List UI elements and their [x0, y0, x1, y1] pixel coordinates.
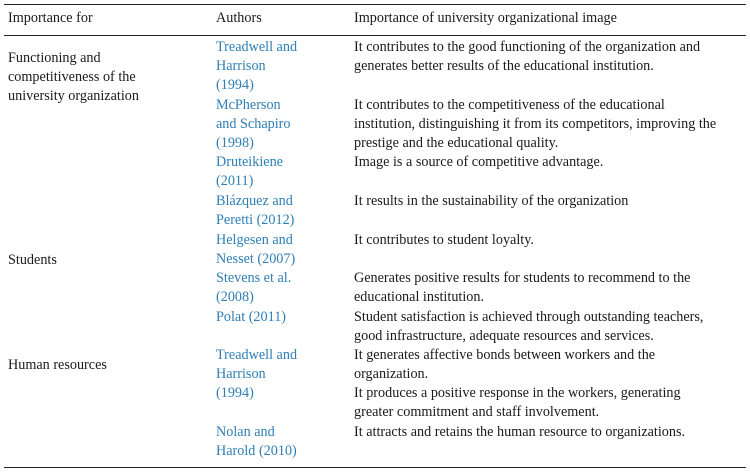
author-citation-link[interactable]: Nolan and [216, 424, 275, 440]
header-authors: Authors [216, 10, 262, 26]
author-citation-link[interactable]: (1998) [216, 135, 254, 151]
group-label-functioning: university organization [8, 88, 139, 104]
header-importance-image: Importance of university organizational image [354, 10, 617, 26]
header-importance-for: Importance for [8, 10, 93, 26]
importance-text: It attracts and retains the human resource to organizations. [354, 424, 686, 440]
author-citation-link[interactable]: and Schapiro [216, 116, 291, 132]
author-citation-link[interactable]: Treadwell and [216, 347, 298, 363]
table-top-rule [4, 4, 746, 5]
importance-text: It contributes to the good functioning of the organization and [354, 39, 701, 55]
importance-text: It produces a positive response in the workers, generating [354, 385, 681, 401]
importance-text: It contributes to the competitiveness of the educational [354, 97, 665, 113]
author-citation-link[interactable]: Nesset (2007) [216, 251, 296, 267]
author-citation-link[interactable]: Druteikiene [216, 154, 283, 170]
author-citation-link[interactable]: McPherson [216, 97, 281, 113]
author-citation-link[interactable]: Harrison [216, 366, 266, 382]
importance-text: good infrastructure, adequate resources and services. [354, 328, 654, 344]
author-citation-link[interactable]: Harrison [216, 58, 266, 74]
importance-text: organization. [354, 366, 429, 382]
importance-text: generates better results of the educational institution. [354, 58, 654, 74]
importance-text: It results in the sustainability of the organization [354, 193, 629, 209]
author-citation-link[interactable]: Polat (2011) [216, 309, 287, 325]
table-header-rule [4, 35, 746, 36]
author-citation-link[interactable]: Helgesen and [216, 232, 293, 248]
group-label-students: Students [8, 252, 57, 268]
group-label-human-resources: Human resources [8, 357, 107, 373]
author-citation-link[interactable]: (2011) [216, 173, 254, 189]
importance-text: Generates positive results for students to recommend to the [354, 270, 691, 286]
table-bottom-rule [4, 467, 746, 468]
author-citation-link[interactable]: (1994) [216, 385, 254, 401]
importance-text: educational institution. [354, 289, 485, 305]
importance-text: institution, distinguishing it from its competitors, improving the [354, 116, 717, 132]
author-citation-link[interactable]: Harold (2010) [216, 443, 297, 459]
author-citation-link[interactable]: Stevens et al. [216, 270, 292, 286]
author-citation-link[interactable]: Peretti (2012) [216, 212, 295, 228]
importance-text: Image is a source of competitive advantage. [354, 154, 604, 170]
importance-text: Student satisfaction is achieved through outstanding teachers, [354, 309, 704, 325]
importance-text: prestige and the educational quality. [354, 135, 559, 151]
author-citation-link[interactable]: Blázquez and [216, 193, 293, 209]
author-citation-link[interactable]: (1994) [216, 77, 254, 93]
group-label-functioning: Functioning and [8, 50, 101, 66]
importance-text: greater commitment and staff involvement. [354, 404, 600, 420]
group-label-functioning: competitiveness of the [8, 69, 136, 85]
author-citation-link[interactable]: (2008) [216, 289, 254, 305]
importance-text: It generates affective bonds between workers and the [354, 347, 656, 363]
author-citation-link[interactable]: Treadwell and [216, 39, 298, 55]
importance-text: It contributes to student loyalty. [354, 232, 534, 248]
